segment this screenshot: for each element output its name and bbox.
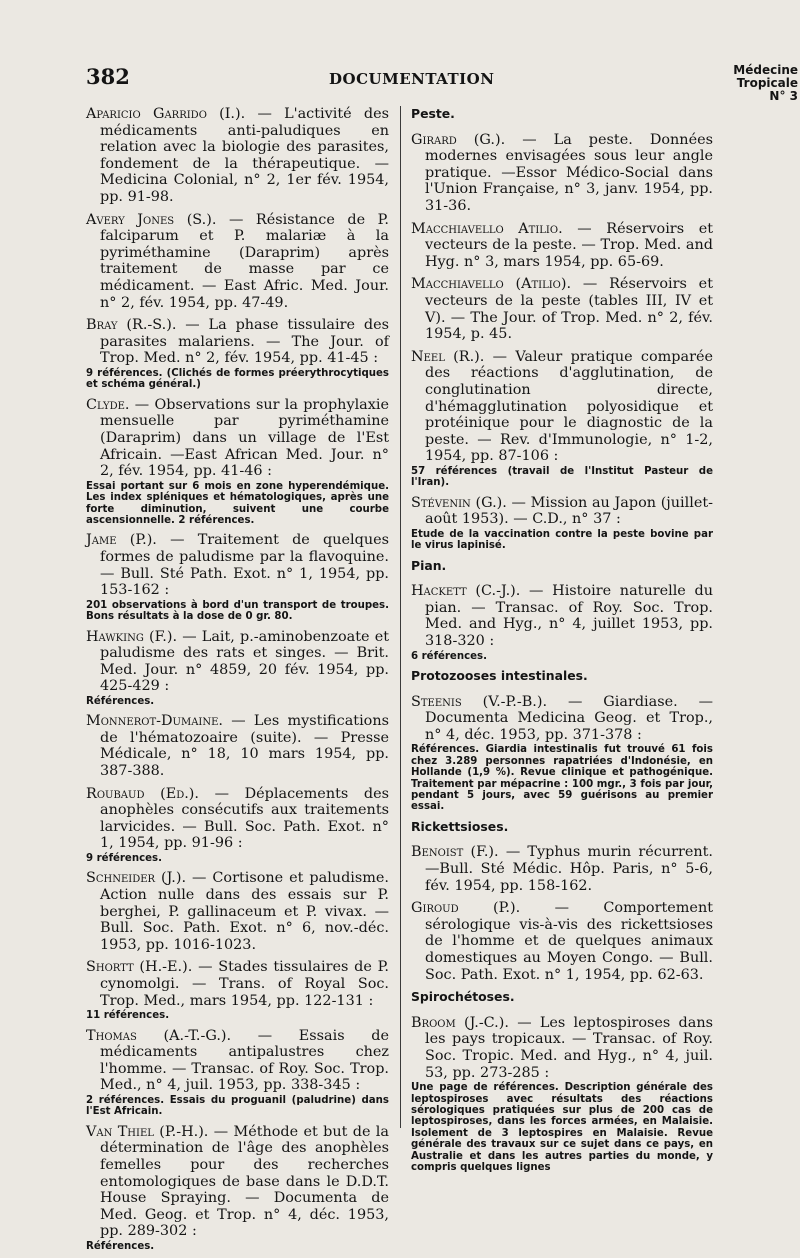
entry-reference: — Valeur pratique comparée des réactions d'agglutination, de conglutination directe, d'hémagglutination polyosidique et protéinique pour le diagnostic de la peste. — Rev. d'Immunologie, n° 1-2, 1954, pp. 87-106 : [425,348,714,465]
entry-citation [86,317,389,367]
entry-author: Steenis (V.-P.-B.). [411,693,548,710]
section-heading: Rickettsioses. [411,818,509,834]
entry-author: Clyde. [86,396,130,413]
running-title: DOCUMENTATION [329,70,495,88]
entry-author: Schneider (J.). [86,870,187,887]
entry-note: 9 références. (Clichés de formes préerythrocytiques et schéma général.) [86,367,389,391]
entry-citation [86,397,389,480]
entry-reference: — Résistance de P. falciparum et P. malariæ à la pyriméthamine (Daraprim) après traitement de masse par ce médicament. — East Afric. Med. Jour. n° 2, fév. 1954, pp. 47-49. [100,211,389,311]
bibliography-entry [411,1015,713,1174]
entry-author: Roubaud (Ed.). [86,785,199,802]
journal-line-2: Tropicale [736,76,798,90]
entry-author: Macchiavello Atilio. [411,220,563,237]
journal-name [733,64,798,103]
bibliography-entry [411,349,713,489]
entry-citation [86,959,389,1009]
entry-note: 201 observations à bord d'un transport de troupes. Bons résultats à la dose de 0 gr. 80. [86,599,389,623]
entry-note: 2 références. Essais du proguanil (paludrine) dans l'Est Africain. [86,1094,389,1118]
entry-citation [411,694,713,744]
section-heading: Pian. [411,557,447,573]
entry-reference: — Les leptospiroses dans les pays tropicaux. — Transac. of Roy. Soc. Tropic. Med. and Hyg., n° 4, juil. 53, pp. 273-285 : [425,1014,714,1081]
entry-author: Hackett (C.-J.). [411,583,521,600]
entry-reference: — Giardiase. — Documenta Medicina Geog. et Trop., n° 4, déc. 1953, pp. 371-378 : [425,693,713,743]
entry-reference: — Typhus murin récurrent. —Bull. Sté Médic. Hôp. Paris, n° 5-6, fév. 1954, pp. 158-162. [425,844,713,894]
entry-author: Van Thiel (P.-H.). [86,1123,209,1140]
entry-reference: — Cortisone et paludisme. Action nulle dans des essais sur P. berghei, P. gallinaceum et P. vivax. — Bull. Soc. Path. Exot. n° 6, nov.-déc. 1953, pp. 1016-1023. [100,870,389,953]
entry-reference: — Histoire naturelle du pian. — Transac. of Roy. Soc. Trop. Med. and Hyg., n° 4, juillet 1953, pp. 318-320 : [425,583,713,650]
entry-reference: — La peste. Données modernes envisagées sous leur angle pratique. —Essor Médico-Social dans l'Union Française, n° 3, janv. 1954, pp. 31-36. [425,131,713,214]
bibliography-entry [86,713,389,779]
entry-author: Shortt (H.-E.). [86,959,193,976]
entry-author: Aparicio Garrido (I.). [86,106,246,122]
entry-author: Giroud (P.). [411,900,521,917]
entry-reference: — Réservoirs et vecteurs de la peste (tables III, IV et V). — The Jour. of Trop. Med. n° 2, fév. 1954, p. 45. [425,276,713,343]
entry-author: Jame (P.). [86,532,157,549]
entry-reference: — La phase tissulaire des parasites malariens. — The Jour. of Trop. Med. n° 2, fév. 1954, pp. 41-45 : [100,317,390,367]
entry-citation [411,900,713,983]
entry-note: Références. Giardia intestinalis fut trouvé 61 fois chez 3.289 personnes rapatriées d'Indonésie, en Hollande (1,9 %). Revue clinique et pathogénique. Traitement par mépacrine : 100 mgr., 3 fois par jour, pendant 5 jours, avec 59 guérisons au premier essai. [411,744,713,813]
entry-note: Essai portant sur 6 mois en zone hyperendémique. Les index spléniques et hématologiques, après une forte diminution, suivent une courbe ascensionnelle. 2 références. [86,480,389,526]
bibliography-entry [411,844,713,894]
entry-citation [86,1124,389,1240]
journal-line-1: Médecine [733,63,798,77]
entry-reference: — Stades tissulaires de P. cynomolgi. — Trans. of Royal Soc. Trop. Med., mars 1954, pp. 122-131 : [100,959,389,1009]
entry-citation [86,786,389,852]
entry-author: Stévenin (G.). [411,494,507,511]
journal-line-3: N° 3 [769,89,798,103]
bibliography-entry [411,221,713,271]
entry-reference: — Méthode et but de la détermination de l'âge des anophèles femelles pour des recherches entomologiques de base dans le D.D.T. House Spraying. — Documenta de Med. Geog. et Trop. n° 4, déc. 1953, pp. 289-302 : [100,1123,389,1240]
entry-note: 57 références (travail de l'Institut Pasteur de l'Iran). [411,465,713,489]
entry-citation [411,1015,713,1081]
bibliography-entry [86,629,389,708]
section-heading: Peste. [411,106,455,121]
entry-reference: — L'activité des médicaments anti-paludiques en relation avec la biologie des parasites, fondement de la thérapeutique. — Medicina Colonial, n° 2, 1er fév. 1954, pp. 91-98. [100,106,390,205]
entry-citation [411,276,713,342]
column-divider [400,106,401,1128]
bibliography-entry [411,132,713,215]
entry-note: 11 références. [86,1010,170,1022]
entry-note: Références. [86,695,155,707]
bibliography-entry [86,1124,389,1253]
left-column [86,106,389,1258]
bibliography-entry [86,397,389,527]
entry-note: Références. [86,1240,155,1252]
entry-author: Girard (G.). [411,131,506,148]
bibliography-entry [86,212,389,312]
entry-citation [411,844,713,894]
bibliography-entry [86,786,389,865]
entry-author: Benoist (F.). [411,844,499,861]
entry-reference: — Traitement de quelques formes de paludisme par la flavoquine. — Bull. Sté Path. Exot. n° 1, 1954, pp. 153-162 : [100,532,389,599]
entry-author: Thomas (A.-T.-G.). [86,1027,232,1044]
entry-citation [86,870,389,953]
entry-note: Une page de références. Description générale des leptospiroses avec résultats des réactions sérologiques pratiquées sur plus de 200 cas de leptospiroses, dans les forces armées, en Malaisie. Isolement de 3 leptospires en Malaisie. Revue générale des travaux sur ce sujet dans ce pays, en Australie et dans les autres parties du monde, y compris quelques lignes [411,1082,713,1174]
entry-citation [411,583,713,649]
entry-reference: — Les mystifications de l'hématozoaire (suite). — Presse Médicale, n° 18, 10 mars 1954, pp. 387-388. [100,713,389,780]
entry-reference: — Lait, p.-aminobenzoate et paludisme des rats et singes. — Brit. Med. Jour. n° 4859, 20 fév. 1954, pp. 425-429 : [100,628,389,695]
entry-reference: — Déplacements des anophèles consécutifs aux traitements larvicides. — Bull. Soc. Path. Exot. n° 1, 1954, pp. 91-96 : [100,785,389,852]
entry-note: 6 références. [411,650,487,662]
bibliography-entry [411,276,713,342]
section-heading: Protozooses intestinales. [411,668,588,684]
entry-author: Monnerot-Dumaine. [86,713,223,730]
section-heading: Spirochétoses. [411,989,515,1005]
entry-author: Broom (J.-C.). [411,1014,509,1031]
bibliography-entry [86,870,389,953]
entry-reference: — Mission au Japon (juillet-août 1953). — C.D., n° 37 : [425,494,714,528]
entry-reference: — Essais de médicaments antipalustres chez l'homme. — Transac. of Roy. Soc. Trop. Med., n° 4, juil. 1953, pp. 338-345 : [100,1027,389,1094]
entry-citation [411,221,713,271]
entry-note: Etude de la vaccination contre la peste bovine par le virus lapinisé. [411,528,713,552]
entry-citation [86,1028,389,1094]
bibliography-entry [411,900,713,983]
entry-reference: — Comportement sérologique vis-à-vis des rickettsioses de l'homme et de quelques animaux domestiques au Moyen Congo. — Bull. Soc. Path. Exot. n° 1, 1954, pp. 62-63. [425,900,713,983]
bibliography-entry [86,532,389,622]
entry-citation [86,532,389,598]
entry-citation [411,132,713,215]
entry-citation [411,495,713,528]
entry-note: 9 références. [86,853,162,865]
right-column [411,106,713,1179]
entry-author: Hawking (F.). [86,628,178,645]
bibliography-entry [86,317,389,391]
bibliography-entry [86,1028,389,1118]
entry-reference: — Observations sur la prophylaxie mensuelle par pyriméthamine (Daraprim) dans un village de l'Est Africain. —East African Med. Jour. n° 2, fév. 1954, pp. 41-46 : [100,396,389,480]
entry-citation [86,629,389,695]
bibliography-entry [411,694,713,813]
entry-author: Bray (R.-S.). [86,317,177,334]
entry-citation [411,349,713,465]
entry-citation [86,106,389,206]
entry-reference: — Réservoirs et vecteurs de la peste. — Trop. Med. and Hyg. n° 3, mars 1954, pp. 65-69. [425,220,713,270]
entry-citation [86,713,389,779]
entry-citation [86,212,389,312]
bibliography-entry [411,583,713,662]
bibliography-entry [86,106,389,206]
bibliography-entry [411,495,713,552]
page-number: 382 [86,64,130,89]
bibliography-entry [86,959,389,1021]
entry-author: Avery Jones (S.). [86,211,217,228]
entry-author: Macchiavello (Atilio). [411,276,572,293]
entry-author: Neel (R.). [411,348,485,365]
